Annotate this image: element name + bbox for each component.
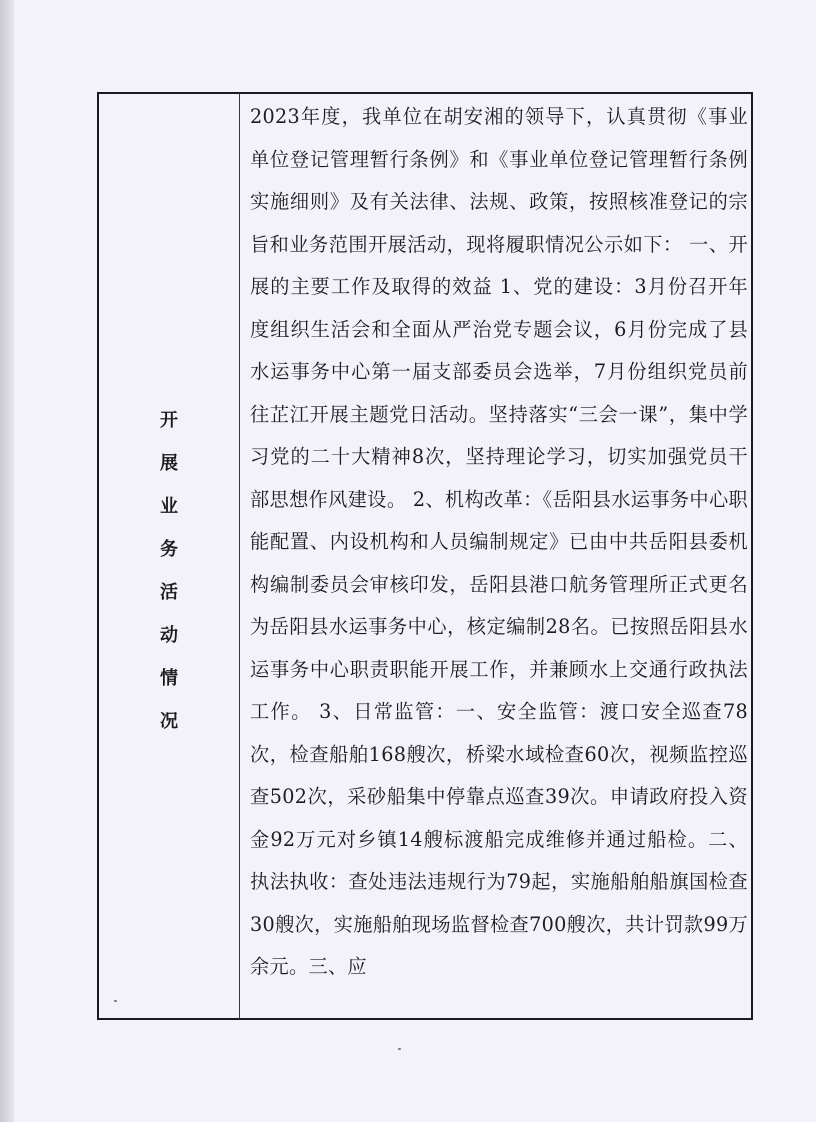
- label-char: 况: [160, 711, 178, 732]
- label-char: 业: [160, 496, 178, 517]
- content-cell: [250, 96, 748, 1016]
- label-char: 活: [160, 582, 178, 603]
- activity-report-text: 2023年度，我单位在胡安湘的领导下，认真贯彻《事业单位登记管理暂行条例》和《事业单位登记管理暂行条例实施细则》及有关法律、法规、政策，按照核准登记的宗旨和业务范围开展活动，现将履职情况公示如下： 一、开展的主要工作及取得的效益 1、党的建设：3月份召开年度组织生活会和全面从严治党专题会议，6月份完成了县水运事务中心第一届支部委员会选举，7月份组织党员前往芷江开展主题党日活动。坚持落实“三会一课”，集中学习党的二十大精神8次，坚持理论学习，切实加强党员干部思想作风建设。 2、机构改革：《岳阳县水运事务中心职能配置、内设机构和人员编制规定》已由中共岳阳县委机构编制委员会审核印发，岳阳县港口航务管理所正式更名为岳阳县水运事务中心，核定编制28名。已按照岳阳县水运事务中心职责职能开展工作，并兼顾水上交通行政执法工作。 3、日常监管：一、安全监管：渡口安全巡查78次，检查船舶168艘次，桥梁水域检查60次，视频监控巡查502次，采砂船集中停靠点巡查39次。申请政府投入资金92万元对乡镇14艘标渡船完成维修并通过船检。二、执法执收：查处违法违规行为79起，实施船舶船旗国检查30艘次，实施船舶现场监督检查700艘次，共计罚款99万余元。三、应: [250, 105, 748, 978]
- label-char: 务: [160, 539, 178, 560]
- label-cell: [99, 94, 239, 1018]
- label-char: 展: [160, 453, 178, 474]
- scan-speck: [114, 1000, 117, 1002]
- section-label: [99, 399, 239, 743]
- label-char: 动: [160, 625, 178, 646]
- column-divider: [239, 93, 240, 1019]
- scan-edge-shadow: [0, 0, 14, 1122]
- scan-speck: [398, 1048, 401, 1050]
- label-char: 开: [160, 410, 178, 431]
- label-char: 情: [160, 668, 178, 689]
